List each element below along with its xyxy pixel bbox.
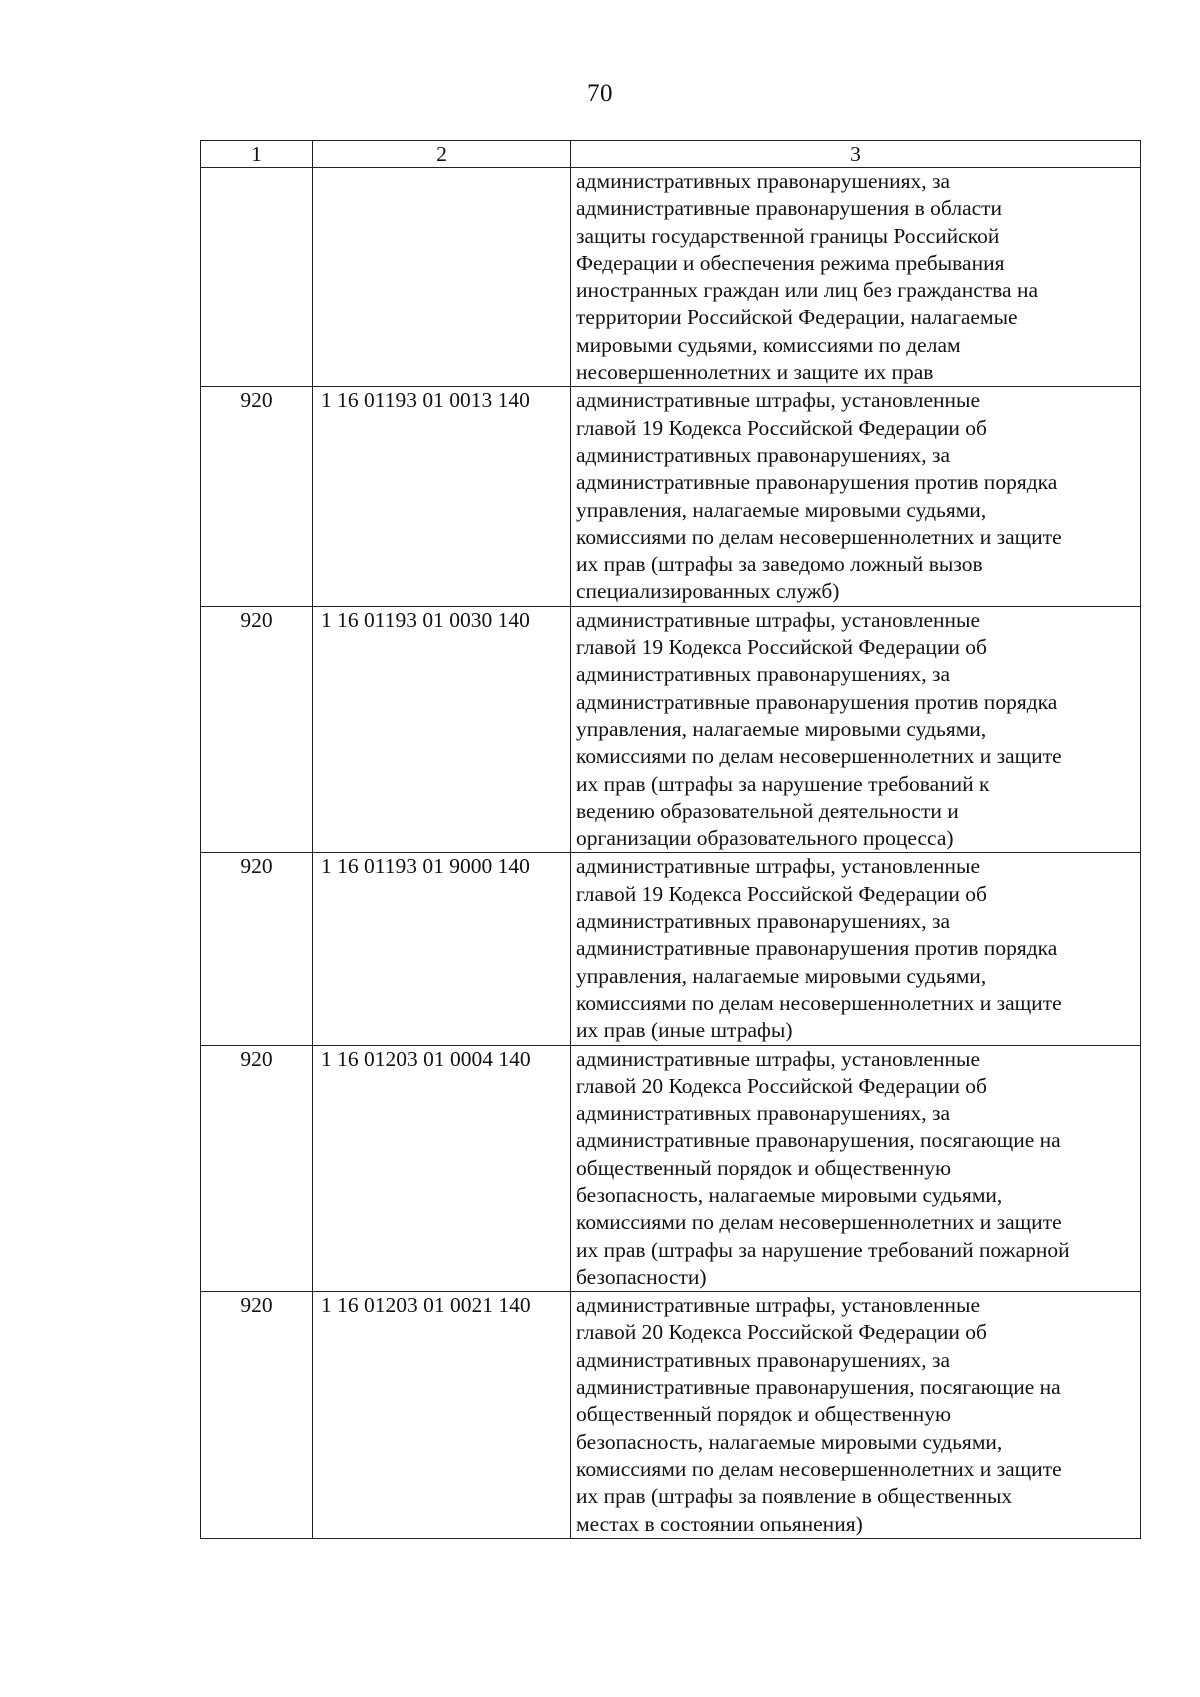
description-line: административные штрафы, установленные [576, 388, 980, 413]
description-line: мировыми судьями, комиссиями по делам [576, 332, 961, 357]
description-line: управления, налагаемые мировыми судьями, [576, 963, 987, 988]
description-line: безопасность, налагаемые мировыми судьями, [576, 1429, 1003, 1454]
kbk-code-cell [313, 168, 571, 387]
description-line: общественный порядок и общественную [576, 1402, 952, 1427]
description-line: Федерации и обеспечения режима пребывания [576, 250, 1005, 275]
table-row [201, 1292, 1141, 1539]
description-cell [571, 1292, 1141, 1539]
admin-code-cell: 920 [201, 387, 313, 606]
description-line: административные правонарушения против порядка [576, 936, 1058, 961]
admin-code-cell: 920 [201, 853, 313, 1045]
description-line: местах в состоянии опьянения) [576, 1511, 863, 1536]
description-line: комиссиями по делам несовершеннолетних и защите [576, 990, 1062, 1015]
description-line: главой 19 Кодекса Российской Федерации об [576, 415, 987, 440]
description-line: административных правонарушениях, за [576, 1347, 951, 1372]
description-line: комиссиями по делам несовершеннолетних и защите [576, 1210, 1062, 1235]
description-cell [571, 1045, 1141, 1292]
description-line: территории Российской Федерации, налагаемые [576, 305, 1018, 330]
description-line: их прав (иные штрафы) [576, 1018, 793, 1043]
table-row [201, 168, 1141, 387]
description-line: административных правонарушениях, за [576, 442, 951, 467]
kbk-code-cell: 1 16 01203 01 0004 140 [313, 1045, 571, 1292]
page-number: 70 [587, 80, 613, 107]
description-cell [571, 168, 1141, 387]
description-line: специализированных служб) [576, 579, 840, 604]
table-row [201, 606, 1141, 853]
description-line: административные правонарушения в области [576, 196, 1003, 221]
description-line: ведению образовательной деятельности и [576, 798, 959, 823]
description-line: несовершеннолетних и защите их прав [576, 360, 934, 385]
description-cell [571, 387, 1141, 606]
description-line: безопасности) [576, 1264, 707, 1289]
description-line: комиссиями по делам несовершеннолетних и защите [576, 1456, 1062, 1481]
description-line: административные правонарушения, посягающие на [576, 1375, 1061, 1400]
table-body [201, 168, 1141, 1539]
table-header [201, 141, 1141, 168]
description-line: их прав (штрафы за нарушение требований к [576, 771, 990, 796]
admin-code-cell: 920 [201, 1045, 313, 1292]
description-line: административные штрафы, установленные [576, 854, 980, 879]
description-line: главой 19 Кодекса Российской Федерации об [576, 635, 987, 660]
description-line: главой 19 Кодекса Российской Федерации об [576, 881, 987, 906]
description-line: главой 20 Кодекса Российской Федерации об [576, 1320, 987, 1345]
description-line: административные штрафы, установленные [576, 1293, 980, 1318]
description-line: организации образовательного процесса) [576, 826, 954, 851]
description-line: административные правонарушения против порядка [576, 470, 1058, 495]
column-header-1: 1 [201, 141, 313, 168]
column-header-3: 3 [571, 141, 1141, 168]
description-line: их прав (штрафы за появление в общественных [576, 1484, 1013, 1509]
description-cell [571, 606, 1141, 853]
description-line: комиссиями по делам несовершеннолетних и защите [576, 744, 1062, 769]
kbk-code-cell: 1 16 01203 01 0021 140 [313, 1292, 571, 1539]
description-line: безопасность, налагаемые мировыми судьями, [576, 1182, 1003, 1207]
kbk-code-cell: 1 16 01193 01 0013 140 [313, 387, 571, 606]
description-line: административных правонарушениях, за [576, 1101, 951, 1126]
description-line: их прав (штрафы за нарушение требований пожарной [576, 1237, 1070, 1262]
description-line: административные штрафы, установленные [576, 607, 980, 632]
description-line: общественный порядок и общественную [576, 1155, 952, 1180]
header-row [201, 141, 1141, 168]
admin-code-cell: 920 [201, 606, 313, 853]
table-row [201, 1045, 1141, 1292]
description-line: главой 20 Кодекса Российской Федерации об [576, 1073, 987, 1098]
description-line: их прав (штрафы за заведомо ложный вызов [576, 552, 983, 577]
description-line: управления, налагаемые мировыми судьями, [576, 716, 987, 741]
column-header-2: 2 [313, 141, 571, 168]
description-line: административных правонарушениях, за [576, 909, 951, 934]
description-line: административные штрафы, установленные [576, 1046, 980, 1071]
description-line: административные правонарушения против порядка [576, 689, 1058, 714]
admin-code-cell [201, 168, 313, 387]
description-cell [571, 853, 1141, 1045]
description-line: комиссиями по делам несовершеннолетних и защите [576, 524, 1062, 549]
table-row [201, 387, 1141, 606]
description-line: управления, налагаемые мировыми судьями, [576, 497, 987, 522]
kbk-code-cell: 1 16 01193 01 9000 140 [313, 853, 571, 1045]
description-line: административных правонарушениях, за [576, 662, 951, 687]
kbk-code-cell: 1 16 01193 01 0030 140 [313, 606, 571, 853]
description-line: административных правонарушениях, за [576, 169, 951, 193]
admin-code-cell: 920 [201, 1292, 313, 1539]
table-row [201, 853, 1141, 1045]
description-line: иностранных граждан или лиц без гражданства на [576, 278, 1038, 303]
description-line: административные правонарушения, посягающие на [576, 1128, 1061, 1153]
budget-codes-table [200, 140, 1141, 1539]
description-line: защиты государственной границы Российской [576, 223, 1000, 248]
